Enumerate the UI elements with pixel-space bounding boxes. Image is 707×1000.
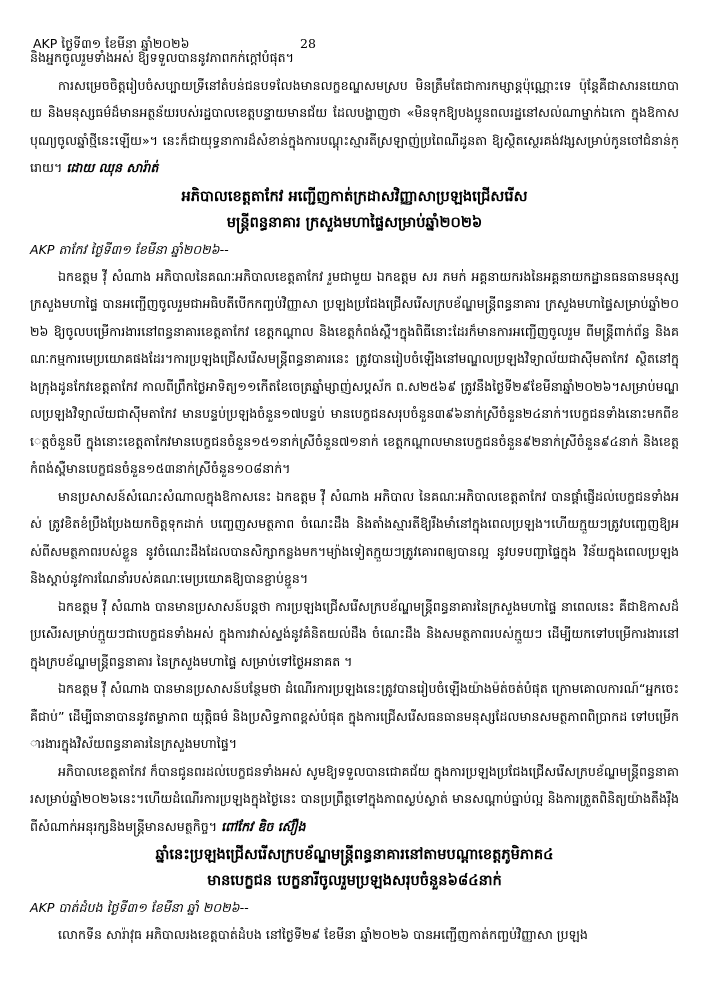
article-3	[30, 842, 679, 949]
article-2-paragraph: មានប្រសាសន៍សំណេះសំណាលក្នុងឱកាសនេះ ឯកឧត្តម វ៉ី សំណាង អភិបាល នៃគណៈអភិបាលខេត្តតាកែវ បានផ្តាំផ្ញើដល់បេក្ខជនទាំងអស់ ត្រូវខិតខំប្រឹងប្រែងយកចិត្តទុកដាក់ បញ្ចេញសមត្ថភាព ចំណេះដឹង និងតាំងស្មារតីឱ្យរឹងមាំនៅក្នុងពេលប្រឡង។ហើយក្មួយៗត្រូវបញ្ចេញឱ្យអស់ពីសមត្ថភាពរបស់ខ្លួន នូវចំណេះដឹងដែលបានសិក្សាកន្លងមក។ម្យ៉ាងទៀតក្មួយៗត្រូវគោរពឲ្យបានល្អ នូវបទបញ្ជាផ្ទៃក្នុង វិន័យក្នុងពេលប្រឡង និងស្តាប់នូវការណែនាំរបស់គណៈមេប្រយោគឱ្យបានខ្ជាប់ខ្ជួន។	[30, 488, 679, 586]
article-2-headline	[30, 184, 679, 236]
article-1-paragraph	[30, 72, 679, 182]
article-2-paragraph	[30, 758, 679, 841]
article-1-tail	[30, 44, 679, 182]
article-2-paragraph: ឯកឧត្តម វ៉ី សំណាង អភិបាលនៃគណៈអភិបាលខេត្តតាកែវ រួមជាមួយ ឯកឧត្តម សរ ភមក់ អគ្គនាយករងនៃអគ្គនាយកដ្ឋានធនធានមនុស្សក្រសួងមហាផ្ទៃ បានអញ្ជើញចូលរួមជាអធិបតីបើកកញ្ចប់វិញ្ញាសា ប្រឡងប្រជែងជ្រើសរើសក្របខ័ណ្ឌមន្ត្រីពន្ធនាគារ ក្រសួងមហាផ្ទៃសម្រាប់ឆ្នាំ២០២៦ ឱ្យចូលបម្រើការងារនៅពន្ធនាគារខេត្តតាកែវ ខេត្តកណ្តាល និងខេត្តកំពង់ស្ពឺ។ក្នុងពិធីនោះដែរក៏មានការអញ្ជើញចូលរួម ពីមន្ត្រីពាក់ព័ន្ធ និងគណៈកម្មការមេប្រយោគផងដែរ។ការប្រឡងជ្រើសរើសមន្ត្រីពន្ធនាគារនេះ ត្រូវបានរៀបចំឡើងនៅមណ្ឌលប្រឡងវិទ្យាល័យជាស៊ីមតាកែវ ស្ថិតនៅក្នុងក្រុងដូនកែវខេត្តតាកែវ កាលពីព្រឹកថ្ងៃអាទិត្យ១១កើតខែចេត្រឆ្នាំម្សាញ់សប្តស័ក ព.ស២៥៦៩ ត្រូវនឹងថ្ងៃទី២៩ខែមីនាឆ្នាំ២០២៦។សម្រាប់មណ្ឌលប្រឡងវិទ្យាល័យជាស៊ីមតាកែវ មានបន្ទប់ប្រឡងចំនួន១៧បន្ទប់ មានបេក្ខជនសរុបចំនួន៣៩៦នាក់ស្រីចំនួន២៤នាក់។បេក្ខជនទាំងនោះមកពីខេត្តចំនួនបី ក្នុងនោះខេត្តតាកែវមានបេក្ខជនចំនួន១៥១នាក់ស្រីចំនួន៧១នាក់ ខេត្តកណ្តាលមានបេក្ខជនចំនួន៩២នាក់ស្រីចំនួន៩៤នាក់ និងខេត្តកំពង់ស្ពឺមានបេក្ខជនចំនួន១៥៣នាក់ស្រីចំនួន១០៨នាក់។	[30, 268, 679, 476]
article-2-byline: ពៅកែវ ឌិច ស៊ឿង	[221, 818, 306, 834]
article-1-byline: ដោយ ឈុន សារ៉ាត់	[66, 160, 159, 175]
article-3-paragraph: លោកទីន សារ៉ាវុធ អភិបាលរងខេត្តបាត់ដំបង នៅថ្ងៃទី២៩ ខែមីនា ឆ្នាំ២០២៦ បានអញ្ជើញកាត់កញ្ចប់វិញ្ញាសា ប្រឡង	[58, 927, 588, 942]
article-2-dateline: AKP តាកែវ ថ្ងៃទី៣១ ខែមីនា ឆ្នាំ២០២៦--	[30, 241, 229, 257]
article-2-paragraph: ឯកឧត្តម វ៉ី សំណាង បានមានប្រសាសន៍បន្ថែមថា ដំណើរការប្រឡងនេះត្រូវបានរៀបចំឡើងយ៉ាងម៉ត់ចត់បំផុត ក្រោមគោលការណ៍“អ្នកចេះគឺជាប់” ដើម្បីធានាបាននូវតម្លាភាព យុត្តិធម៌ និងប្រសិទ្ធភាពខ្ពស់បំផុត ក្នុងការជ្រើសរើសធនធានមនុស្សដែលមានសមត្ថភាពពិប្រាកដ ទៅបម្រើការងារក្នុងវិស័យពន្ធនាគារនៃក្រសួងមហាផ្ទៃ។	[30, 681, 679, 751]
article-2-headline-line: មន្ត្រីពន្ធនាគារ ក្រសួងមហាផ្ទៃសម្រាប់ឆ្នាំ២០២៦	[226, 213, 483, 231]
header-agency-date: AKP ថ្ងៃទី៣១ ខែមីនា ឆ្នាំ២០២៦	[33, 36, 190, 51]
page-number: 28	[300, 36, 316, 51]
article-3-headline-line: ឆ្នាំនេះប្រឡងជ្រើសរើសក្របខ័ណ្ឌមន្ត្រីពន្ធនាគារនៅតាមបណ្តាខេត្តភូមិភាគ៤	[155, 846, 554, 863]
article-3-headline	[30, 842, 679, 894]
article-2-headline-line: អភិបាលខេត្តតាកែវ អញ្ជើញកាត់ក្រដាសវិញ្ញាសាប្រឡងជ្រើសរើស	[181, 187, 528, 205]
article-3-dateline: AKP បាត់ដំបង ថ្ងៃទី៣១ ខែមីនា ឆ្នាំ ២០២៦--	[30, 900, 249, 915]
article-1-paragraph-text: ការសម្រេចចិត្តរៀបចំសប្បាយទ្រីនៅតំបន់ជនបទលែងមានលក្ខខណ្ឌសមស្រប មិនត្រឹមតែជាការកម្សាន្តប៉ុណ្ណោះទេ ប៉ុន្តែគឺជាសារនយោបាយ និងមនុស្សធម៌ដ៏មានអត្ថន័យរបស់រដ្ឋបាលខេត្តបន្ទាយមានជ័យ ដែលបង្ហាញថា «មិនទុកឱ្យបងប្អូនពលរដ្ឋនៅសល់ណាម្នាក់ឯកោ ក្នុងឱកាសបុណ្យចូលឆ្នាំថ្មីនេះឡើយ»។ នេះក៏ជាយុទ្ធនាការដ៏សំខាន់ក្នុងការបណ្តុះស្មារតីស្រឡាញ់ប្រពៃណីដូនតា ឱ្យស្ថិតស្ថេរគង់វង្សសម្រាប់កូនចៅជំនាន់ក្រោយ។	[30, 77, 679, 175]
article-3-headline-line: មានបេក្ខជន បេក្ខនារីចូលរួមប្រឡងសរុបចំនួន៦៨៤នាក់	[207, 872, 502, 889]
article-2-paragraph: ឯកឧត្តម វ៉ី សំណាង បានមានប្រសាសន៍បន្តថា ការប្រឡងជ្រើសរើសក្របខ័ណ្ឌមន្ត្រីពន្ធនាគារនៃក្រសួងមហាផ្ទៃ នាពេលនេះ គឺជាឱកាសដ៏ប្រសើរសម្រាប់ក្មួយៗជាបេក្ខជនទាំងអស់ ក្នុងការវាស់ស្ទង់នូវគំនិតយល់ដឹង ចំណេះដឹង និងសមត្ថភាពរបស់ក្មួយៗ ដើម្បីយកទៅបម្រើការងារនៅក្នុងក្របខ័ណ្ឌមន្ត្រីពន្ធនាគារ នៃក្រសួងមហាផ្ទៃ សម្រាប់ទៅថ្ងៃអនាគត ។	[30, 598, 679, 669]
page-header	[30, 0, 679, 51]
article-2-paragraph-text: អភិបាលខេត្តតាកែវ ក៏បានជូនពរដល់បេក្ខជនទាំងអស់ សូមឱ្យទទួលបានជោគជ័យ ក្នុងការប្រឡងប្រជែងជ្រើសរើសក្របខ័ណ្ឌមន្ត្រីពន្ធនាគារសម្រាប់ឆ្នាំ២០២៦នេះ។ហើយដំណើរការប្រឡងក្នុងថ្ងៃនេះ បានប្រព្រឹត្តទៅក្នុងភាពស្ងប់ស្ងាត់ មានសណ្តាប់ធ្នាប់ល្អ និងការត្រួតពិនិត្យយ៉ាងតឹងរ៉ឹង ពីសំណាក់អនុរក្សនិងមន្ត្រីមានសមត្ថកិច្ច។	[30, 763, 679, 834]
article-2	[30, 184, 679, 841]
article-1-paragraph: និងអ្នកចូលរួមទាំងអស់ ឱ្យទទួលបាននូវភាពកក់ក្តៅបំផុត។	[30, 50, 294, 65]
